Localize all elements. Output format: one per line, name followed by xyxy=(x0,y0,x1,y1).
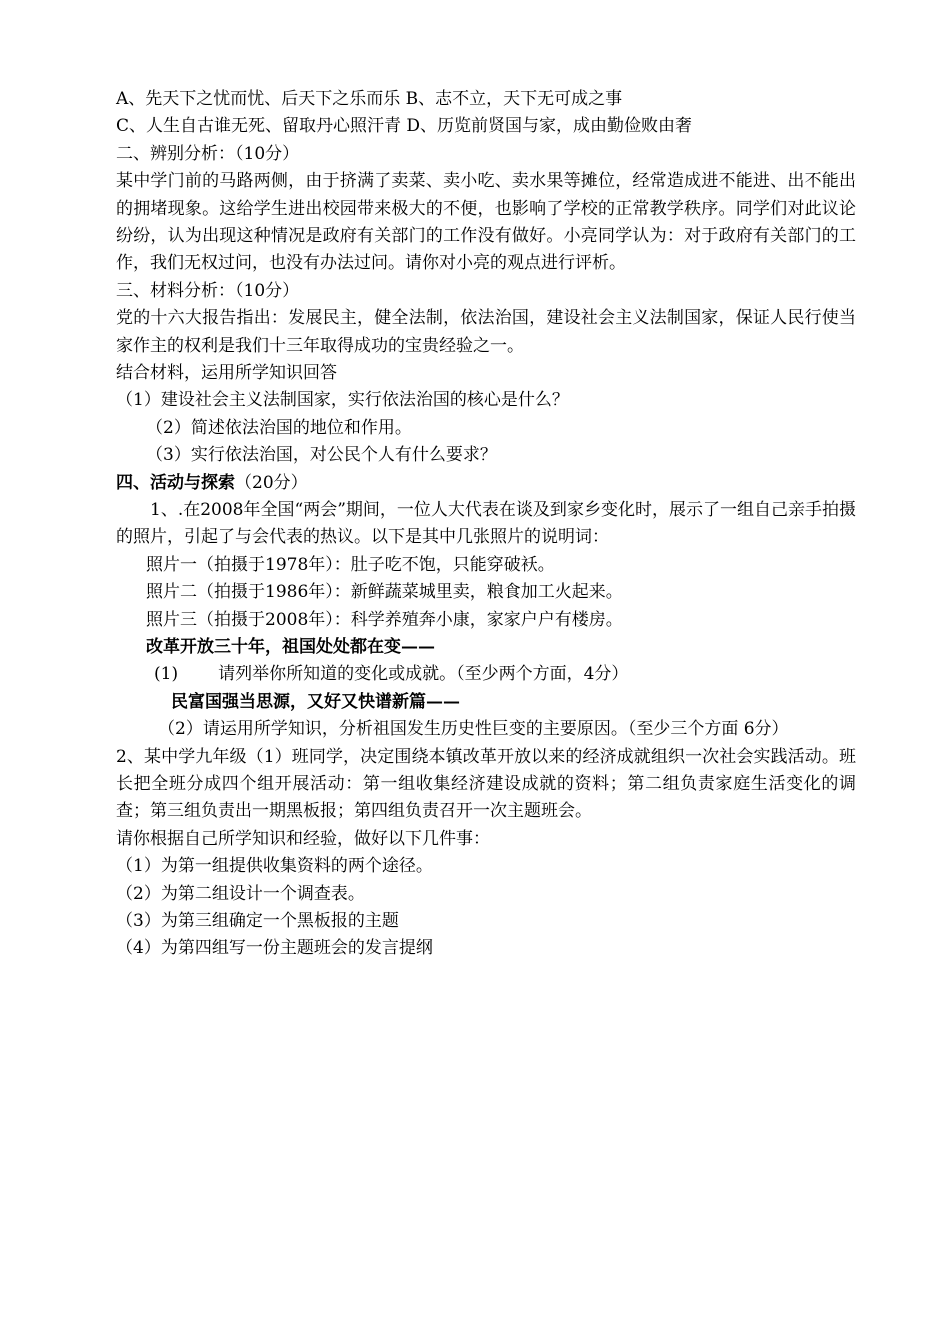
section2-heading: 二、辨别分析：（10分） xyxy=(116,143,300,164)
section4-heading-row xyxy=(116,470,856,497)
item1-question-2: （2）请运用所学知识，分析祖国发生历史性巨变的主要原因。（至少三个方面 6分） xyxy=(158,719,789,740)
option-line-cd: C、人生自古谁无死、留取丹心照汗青 D、历览前贤国与家，成由勤俭败由奢 xyxy=(116,116,693,137)
section3-question-3: （3）实行依法治国，对公民个人有什么要求？ xyxy=(146,445,497,466)
item1-question-1 xyxy=(116,661,856,688)
photo-caption-3: 照片三（拍摄于2008年）：科学养殖奔小康，家家户户有楼房。 xyxy=(146,609,623,630)
section4-heading: 四、活动与探索 xyxy=(116,472,235,493)
section3-heading: 三、材料分析：（10分） xyxy=(116,280,300,301)
task-2: （2）为第二组设计一个调查表。 xyxy=(116,883,365,904)
item1-question-1-number: (1) xyxy=(154,664,179,685)
slogan-1: 改革开放三十年，祖国处处都在变—— xyxy=(146,636,435,657)
item1-question-1-text: 请列举你所知道的变化或成就。（至少两个方面，4分） xyxy=(218,664,629,685)
section3-prompt: 结合材料，运用所学知识回答 xyxy=(116,363,337,383)
task-4: （4）为第四组写一份主题班会的发言提纲 xyxy=(116,938,433,959)
task-3: （3）为第三组确定一个黑板报的主题 xyxy=(116,910,399,931)
slogan-2: 民富国强当思源，又好又快谱新篇—— xyxy=(171,691,460,712)
section4-score: （20分） xyxy=(235,472,308,493)
section3-question-2: （2）简述依法治国的地位和作用。 xyxy=(146,417,412,438)
item1-intro: 1、.在2008年全国“两会”期间，一位人大代表在谈及到家乡变化时，展示了一组自己亲手拍摄的照片，引起了与会代表的热议。以下是其中几张照片的说明词： xyxy=(116,499,856,548)
section2-body: 某中学门前的马路两侧，由于挤满了卖菜、卖小吃、卖水果等摊位，经常造成进不能进、出不能出的拥堵现象。这给学生进出校园带来极大的不便，也影响了学校的正常教学秩序。同学们对此议论纷纷，认为出现这种情况是政府有关部门的工作没有做好。小亮同学认为：对于政府有关部门的工作，我们无权过问，也没有办法过问。请你对小亮的观点进行评析。 xyxy=(116,171,856,274)
item2-intro: 2、某中学九年级（1）班同学，决定围绕本镇改革开放以来的经济成就组织一次社会实践活动。班长把全班分成四个组开展活动：第一组收集经济建设成就的资料；第二组负责家庭生活变化的调查；第三组负责出一期黑板报；第四组负责召开一次主题班会。 xyxy=(116,746,856,822)
photo-caption-1: 照片一（拍摄于1978年）：肚子吃不饱，只能穿破袄。 xyxy=(146,554,555,575)
task-1: （1）为第一组提供收集资料的两个途径。 xyxy=(116,856,433,877)
photo-caption-2: 照片二（拍摄于1986年）：新鲜蔬菜城里卖，粮食加工火起来。 xyxy=(146,582,623,603)
document-page xyxy=(116,86,856,963)
section3-body: 党的十六大报告指出：发展民主，健全法制，依法治国，建设社会主义法制国家，保证人民行使当家作主的权利是我们十三年取得成功的宝贵经验之一。 xyxy=(116,308,856,356)
item2-prompt: 请你根据自己所学知识和经验，做好以下几件事： xyxy=(116,828,490,849)
section3-question-1: （1）建设社会主义法制国家，实行依法治国的核心是什么？ xyxy=(116,390,569,411)
option-line-ab: A、先天下之忧而忧、后天下之乐而乐 B、志不立，天下无可成之事 xyxy=(116,89,623,109)
